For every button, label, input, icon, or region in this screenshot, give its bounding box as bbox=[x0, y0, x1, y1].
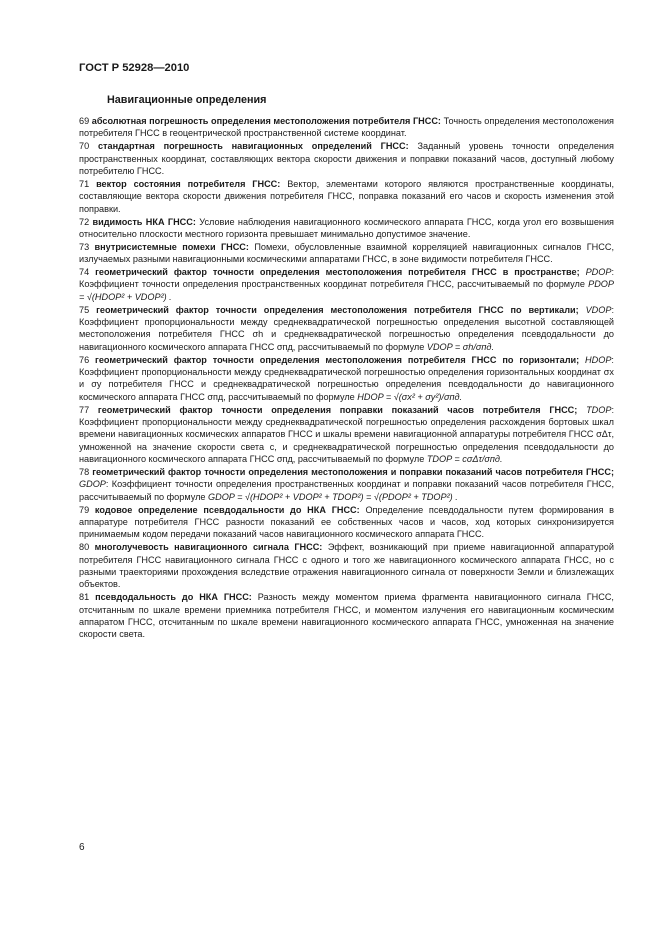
definition-74: 74 геометрический фактор точности определения местоположения потребителя ГНСС в пространстве; PDOP: Коэффициент точности определения пространственных координат потребителя ГНСС, рассчитываемый по формуле PDOP = √(HDOP² + VDOP²) . bbox=[79, 267, 614, 302]
entry-text: Коэффициент точности определения пространственных координат потребителя ГНСС, рассчитываемый по формуле bbox=[79, 279, 585, 290]
entry-number: 73 bbox=[79, 241, 90, 252]
definition-79 bbox=[79, 504, 614, 541]
entry-number: 71 bbox=[79, 178, 90, 189]
entry-term: кодовое определение псевдодальности до НКА ГНСС: bbox=[94, 504, 360, 515]
entry-text: Помехи, обусловленные взаимной корреляцией навигационных сигналов ГНСС, излучаемых разными навигационными космическими аппаратами ГНСС, в зоне видимости потребителя ГНСС. bbox=[79, 241, 614, 265]
entry-abbr: PDOP bbox=[585, 267, 612, 278]
formula: TDOP = cσΔτ/σпд. bbox=[426, 454, 503, 465]
entry-abbr: TDOP bbox=[586, 404, 612, 415]
entry-text: Коэффициент пропорциональности между среднеквадратической погрешностью определения горизонтальных координат σx и σy потребителя ГНСС и среднеквадратической погрешностью определения псевдодальности до навигационного космического аппарата ГНСС σпд, рассчитываемый по формуле bbox=[79, 367, 614, 402]
entry-term: геометрический фактор точности определения местоположения и поправки показаний часов потребителя ГНСС; bbox=[92, 466, 614, 477]
entry-term: псевдодальность до НКА ГНСС: bbox=[95, 592, 252, 603]
entry-text: Коэффициент точности определения пространственных координат и поправки показаний часов потребителя ГНСС, рассчитываемый по формуле bbox=[79, 479, 614, 502]
definition-78: 78 геометрический фактор точности определения местоположения и поправки показаний часов потребителя ГНСС; GDOP: Коэффициент точности определения пространственных координат и поправки показаний часов потребителя ГНСС, рассчитываемый по формуле GDOP = √(HDOP² + VDOP² + TDOP²) = √(PDOP² + TDOP²) . bbox=[79, 466, 614, 502]
definition-77: 77 геометрический фактор точности определения поправки показаний часов потребителя ГНСС; TDOP: Коэффициент пропорциональности между среднеквадратической погрешностью определения расхождения бортовых шкал времени навигационных космических аппаратов ГНСС и шкалы времени навигационной аппаратуры потребителя ГНСС σΔτ, умноженной на значение скорости света c, и среднеквадратической погрешностью определения псевдодальности до навигационного космического аппарата ГНСС σпд, рассчитываемый по формуле TDOP = cσΔτ/σпд. bbox=[79, 404, 614, 465]
formula: VDOP = σh/σпд. bbox=[426, 341, 495, 352]
formula: PDOP = √(HDOP² + VDOP²) . bbox=[79, 279, 614, 302]
formula: HDOP = √(σx² + σy²)/σпд. bbox=[357, 391, 463, 402]
entry-number: 72 bbox=[79, 216, 90, 227]
definition-73 bbox=[79, 241, 614, 266]
entry-number: 77 bbox=[79, 404, 90, 415]
definition-81 bbox=[79, 591, 614, 640]
entry-number: 76 bbox=[79, 354, 90, 365]
definition-76: 76 геометрический фактор точности определения местоположения потребителя ГНСС по горизонтали; HDOP: Коэффициент пропорциональности между среднеквадратической погрешностью определения горизонтальных координат σx и σy потребителя ГНСС и среднеквадратической погрешностью определения псевдодальности до навигационного космического аппарата ГНСС σпд, рассчитываемый по формуле HDOP = √(σx² + σy²)/σпд. bbox=[79, 354, 614, 402]
entry-text: Коэффициент пропорциональности между среднеквадратической погрешностью определения высотной составляющей местоположения потребителя ГНСС σh и среднеквадратической погрешностью определения псевдодальности до навигационного космического аппарата ГНСС σпд, bbox=[79, 317, 614, 352]
entry-number: 75 bbox=[79, 304, 90, 315]
entry-abbr: HDOP bbox=[585, 354, 612, 365]
entry-term: видимость НКА ГНСС: bbox=[92, 216, 196, 227]
section-title: Навигационные определения bbox=[107, 94, 267, 106]
definition-71 bbox=[79, 178, 614, 215]
entry-number: 69 bbox=[79, 116, 90, 126]
entry-term: вектор состояния потребителя ГНСС: bbox=[96, 178, 281, 189]
definition-69 bbox=[79, 115, 614, 140]
entry-text: Разность между моментом приема фрагмента навигационного сигнала ГНСС, отсчитанным по шкале времени приемника потребителя ГНСС, и моментом излучения его навигационным космическим аппаратом ГНСС, отсчитанным по шкале времени навигационного космического аппарата ГНСС, умноженная на значение скорости света. bbox=[79, 592, 614, 640]
entry-number: 81 bbox=[79, 592, 90, 603]
document-header: ГОСТ Р 52928—2010 bbox=[79, 62, 190, 74]
entry-number: 78 bbox=[79, 466, 90, 477]
entry-text: Заданный уровень точности определения пространственных координат, составляющих вектора скорости движения и поправки показаний часов, доступный любому потребителю ГНСС. bbox=[79, 141, 614, 176]
formula: GDOP = √(HDOP² + VDOP² + TDOP²) = √(PDOP² + TDOP²) . bbox=[208, 491, 458, 502]
entry-term: геометрический фактор точности определения местоположения потребителя ГНСС в пространстве; bbox=[95, 267, 580, 278]
entry-number: 74 bbox=[79, 267, 90, 278]
definitions-body bbox=[79, 115, 614, 641]
entry-abbr: GDOP bbox=[79, 479, 106, 490]
entry-term: геометрический фактор точности определения поправки показаний часов потребителя ГНСС; bbox=[97, 404, 578, 415]
entry-number: 80 bbox=[79, 542, 90, 553]
entry-text-continued: рассчитываемый по формуле bbox=[297, 341, 425, 352]
entry-term: внутрисистемные помехи ГНСС: bbox=[94, 241, 249, 252]
entry-term: геометрический фактор точности определения местоположения потребителя ГНСС по горизонтали; bbox=[95, 354, 580, 365]
entry-term: абсолютная погрешность определения местоположения потребителя ГНСС: bbox=[91, 116, 441, 126]
entry-term: многолучевость навигационного сигнала ГНСС: bbox=[94, 542, 323, 553]
entry-term: стандартная погрешность навигационных определений ГНСС: bbox=[97, 141, 409, 152]
page-number: 6 bbox=[79, 842, 85, 853]
entry-number: 79 bbox=[79, 504, 90, 515]
entry-term: геометрический фактор точности определения местоположения потребителя ГНСС по вертикали; bbox=[96, 304, 579, 315]
entry-text: Коэффициент пропорциональности между среднеквадратической погрешностью определения расхождения бортовых шкал времени навигационных космических аппаратов ГНСС и шкалы времени навигационной аппаратуры потребителя ГНСС σΔτ, умноженной на значение скорости света c, и среднеквадратической погрешностью определения псевдодальности до навигационного космического аппарата ГНСС σпд, рассчитываемый по формуле bbox=[79, 417, 614, 465]
entry-text: Условие наблюдения навигационного космического аппарата ГНСС, когда угол его возвышения относительно плоскости местного горизонта превышает минимально допустимое значение. bbox=[79, 216, 614, 239]
entry-text: Определение псевдодальности путем формирования в аппаратуре потребителя ГНСС разности показаний ее собственных часов и часов, ход которых синхронизируется принимаемым кодом передачи показаний часов навигационного космического аппарата ГНСС. bbox=[79, 504, 614, 540]
entry-text: Вектор, элементами которого являются пространственные координаты, составляющие вектора скорости движения потребителя ГНСС, поправка показаний его часов и скорость изменения этой поправки. bbox=[79, 178, 615, 214]
definition-72 bbox=[79, 216, 614, 241]
definition-75: 75 геометрический фактор точности определения местоположения потребителя ГНСС по вертикали; VDOP: Коэффициент пропорциональности между среднеквадратической погрешностью определения высотной составляющей местоположения потребителя ГНСС σh и среднеквадратической погрешностью определения псевдодальности до навигационного космического аппарата ГНСС σпд, рассчитываемый по формуле VDOP = σh/σпд. bbox=[79, 304, 614, 352]
entry-number: 70 bbox=[79, 141, 90, 152]
entry-abbr: VDOP bbox=[585, 304, 612, 315]
definition-80 bbox=[79, 541, 614, 590]
entry-text: Точность определения местоположения потребителя ГНСС в геоцентрической пространственной системе координат. bbox=[79, 116, 614, 139]
definition-70 bbox=[79, 140, 614, 177]
entry-text: Эффект, возникающий при приеме навигационной аппаратурой потребителя ГНСС навигационного сигнала ГНСС с одного и того же навигационного космического аппарата ГНСС, но с разными траекториями прохождения вследствие отражения навигационного сигнала от поверхности Земли и близлежащих объектов. bbox=[79, 542, 614, 590]
